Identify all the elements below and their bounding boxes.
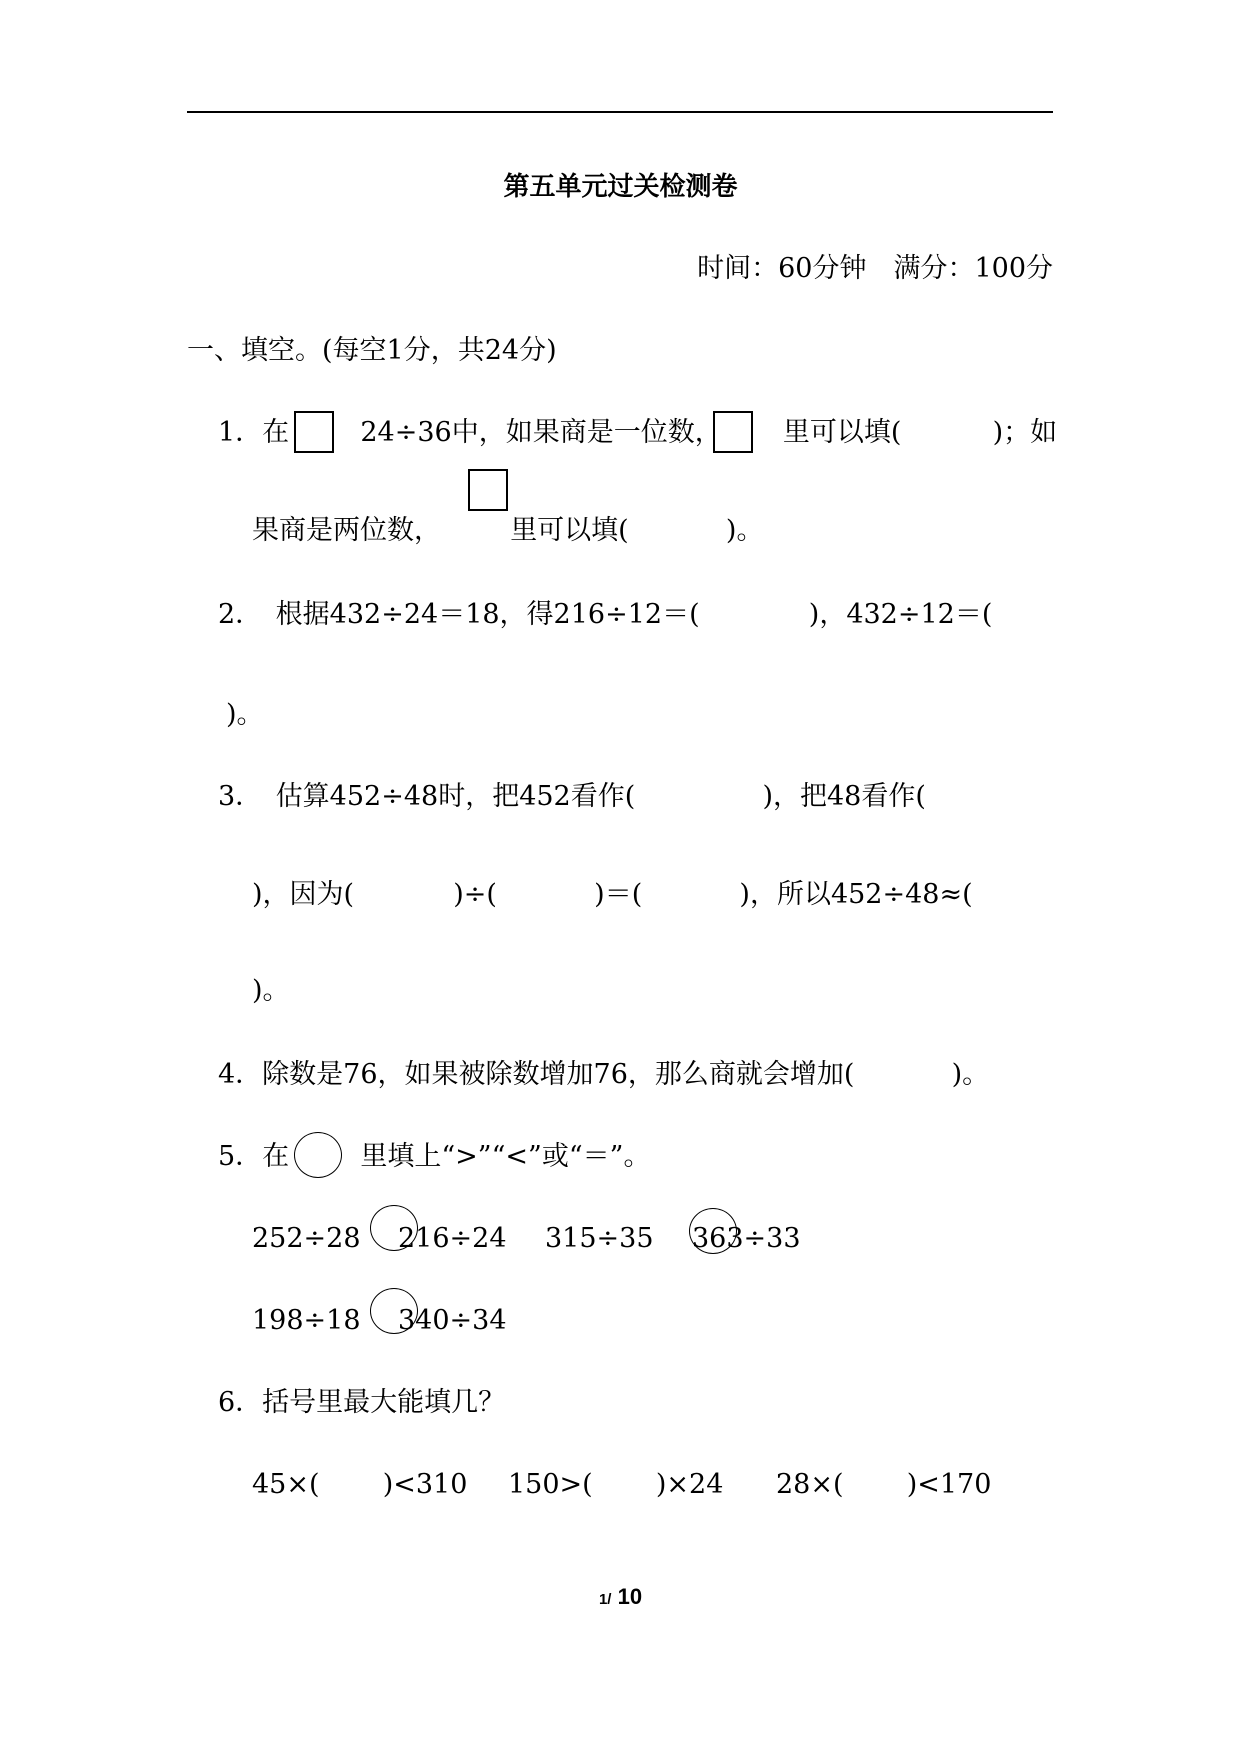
q1-line1 [218,416,1057,450]
q5-row1-a: 252÷28 [252,1223,361,1254]
q2-line2: )。 [226,699,264,730]
compare-circle[interactable] [689,1208,737,1254]
page-title: 第五单元过关检测卷 [503,172,738,202]
q6-item-c [776,1468,991,1502]
q1-text-g: )。 [725,515,764,546]
q6-a-left: 45×( [252,1469,320,1500]
q1-text-c: 里可以填( [782,417,902,448]
header-rule [187,111,1053,113]
section-heading: 一、填空。(每空1分，共24分) [187,335,557,366]
q5-text-b: 里填上“>”“<”或“＝”。 [360,1141,651,1172]
q5-row2-a: 198÷18 [252,1305,361,1336]
page-total: 10 [617,1584,643,1609]
q1-text-e: 果商是两位数， [252,515,441,546]
q3-line2 [252,878,973,912]
q4-text-b: )。 [951,1059,990,1090]
q3-text-d: )÷( [453,879,497,910]
q3-text-f: )，所以452÷48≈( [739,879,973,910]
q1-text-f: 里可以填( [510,515,629,546]
compare-circle[interactable] [370,1288,418,1334]
q4-line1 [218,1058,989,1092]
q6-a-right: )<310 [382,1469,468,1500]
answer-box[interactable] [294,411,334,453]
q5-line1 [218,1140,650,1174]
q6-item-b [508,1468,723,1502]
q6-line1: 6．括号里最大能填几？ [218,1387,506,1418]
compare-circle[interactable] [370,1205,418,1251]
q5-text-a: 5．在 [218,1141,290,1172]
q5-row1-c: 315÷35 [545,1223,654,1254]
page-current: 1 [598,1591,608,1608]
q1-text-a: 1．在 [218,417,290,448]
q1-text-b: 24÷36中，如果商是一位数， [360,417,722,448]
q3-text-c: )，因为( [252,879,355,910]
q3-line1 [218,780,926,814]
page-number [0,1584,1241,1610]
q1-line2 [252,514,763,548]
q4-text-a: 4．除数是76，如果被除数增加76，那么商就会增加( [218,1059,855,1090]
q6-b-right: )×24 [655,1469,724,1500]
exam-meta: 时间：60分钟 满分：100分 [697,253,1053,284]
q3-line3: )。 [252,975,290,1006]
answer-box[interactable] [713,411,753,453]
q3-text-e: )＝( [594,879,643,910]
q2-text-a: 2． 根据432÷24＝18，得216÷12＝( [218,599,700,630]
q2-line1 [218,598,992,632]
q2-text-b: )，432÷12＝( [808,599,993,630]
q1-text-d: )；如 [992,417,1058,448]
q6-b-left: 150>( [508,1469,593,1500]
compare-circle[interactable] [294,1132,342,1178]
q6-c-right: )<170 [906,1469,992,1500]
page-separator: / [607,1591,612,1608]
q5-row1-b: 216÷24 [398,1223,507,1254]
answer-box[interactable] [468,469,508,511]
q6-c-left: 28×( [776,1469,844,1500]
q5-row2-b: 340÷34 [398,1305,507,1336]
q5-row1-d: 363÷33 [692,1223,801,1254]
q3-text-b: )，把48看作( [762,781,926,812]
q3-text-a: 3． 估算452÷48时，把452看作( [218,781,636,812]
q6-item-a [252,1468,467,1502]
